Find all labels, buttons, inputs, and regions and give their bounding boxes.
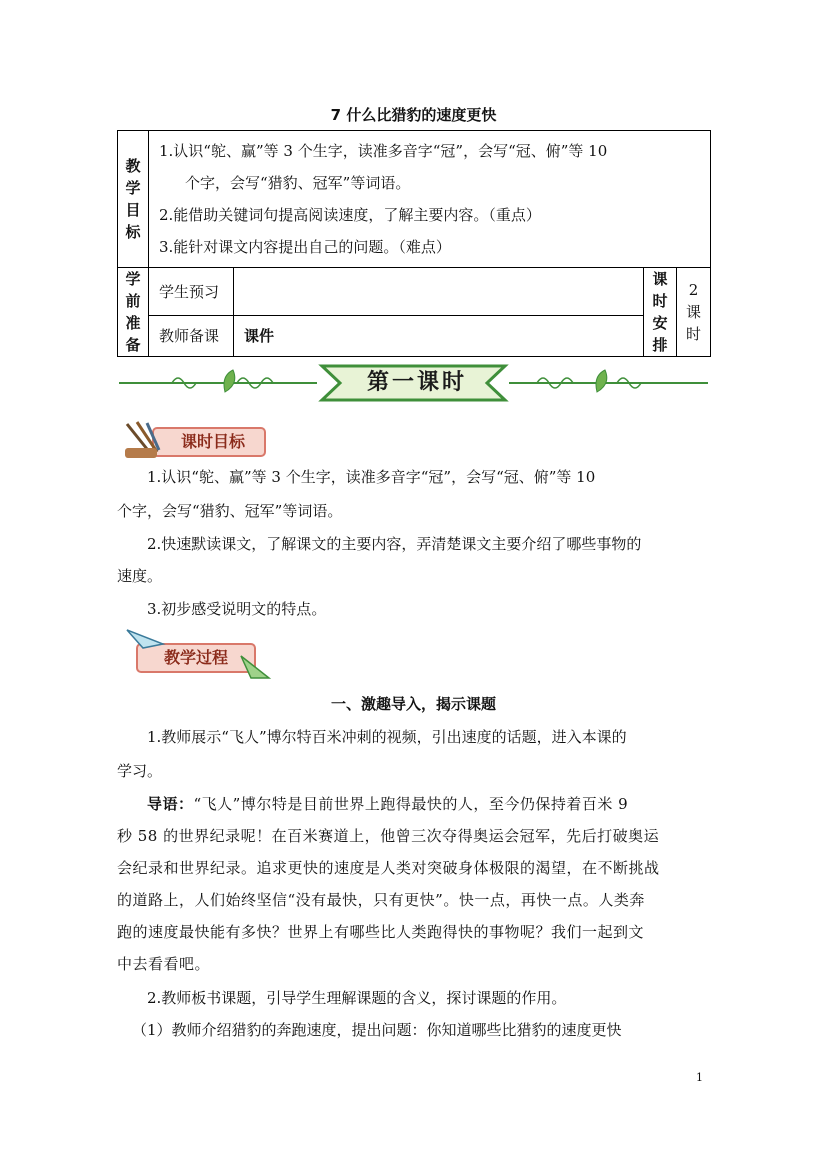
goals-header: 教 学 目 标 (118, 131, 149, 268)
lead-line-1: “飞人”博尔特是目前世界上跑得最快的人，至今仍保持着百米 9 (193, 795, 629, 813)
goals-cell (149, 131, 711, 268)
lesson-banner (117, 362, 710, 404)
objective-1: 1.认识“鸵、赢”等 3 个生字，读准多音字“冠”，会写“冠、俯”等 10 (147, 468, 596, 486)
lead-label: 导语： (147, 795, 194, 813)
step-2-1: （1）教师介绍猎豹的奔跑速度，提出问题：你知道哪些比猎豹的速度更快 (132, 1021, 622, 1039)
page-number: 1 (696, 1071, 703, 1084)
objective-2-cont: 速度。 (117, 567, 163, 585)
goal-2: 2.能借助关键词句提高阅读速度，了解主要内容。（重点） (159, 206, 541, 224)
schedule-header: 课 时 安 排 (644, 268, 677, 357)
lead-line-5: 跑的速度最快能有多快？世界上有哪些比人类跑得快的事物呢？我们一起到文 (117, 923, 645, 941)
step-2: 2.教师板书课题，引导学生理解课题的含义，探讨课题的作用。 (147, 989, 567, 1007)
lead-line-4: 的道路上，人们始终坚信“没有最快，只有更快”。快一点，再快一点。人类奔 (117, 891, 645, 909)
lesson-title: 7 什么比猎豹的速度更快 (330, 106, 497, 124)
goal-3: 3.能针对课文内容提出自己的问题。（难点） (159, 238, 451, 256)
teaching-process-label: 教学过程 (123, 626, 273, 682)
lead-paragraph (117, 787, 710, 821)
prep-header: 学 前 准 备 (118, 268, 149, 357)
goal-1: 1.认识“鸵、赢”等 3 个生字，读准多音字“冠”，会写“冠、俯”等 10 (159, 142, 608, 160)
objective-2: 2.快速默读课文，了解课文的主要内容，弄清楚课文主要介绍了哪些事物的 (147, 535, 642, 553)
banner-text: 第一课时 (366, 370, 467, 395)
lesson-goals-label: 课时目标 (123, 420, 268, 460)
student-prep-value (234, 268, 644, 316)
step-1-cont: 学习。 (117, 762, 163, 780)
lead-line-2: 秒 58 的世界纪录呢！在百米赛道上，他曾三次夺得奥运会冠军，先后打破奥运 (117, 827, 660, 845)
lesson-plan-table (117, 130, 711, 357)
step-1: 1.教师展示“飞人”博尔特百米冲刺的视频，引出速度的话题，进入本课的 (147, 728, 627, 746)
hours-cell: 2 课 时 (677, 268, 711, 357)
lead-line-3: 会纪录和世界纪录。追求更快的速度是人类对突破身体极限的渴望，在不断挑战 (117, 859, 660, 877)
objective-1-cont: 个字，会写“猎豹、冠军”等词语。 (117, 502, 343, 520)
teacher-prep-label: 教师备课 (149, 315, 234, 356)
goal-1-cont: 个字，会写“猎豹、冠军”等词语。 (185, 174, 411, 192)
student-prep-label: 学生预习 (149, 268, 234, 316)
part-1-heading: 一、激趣导入，揭示课题 (330, 695, 496, 713)
lead-line-6: 中去看看吧。 (117, 955, 211, 973)
objective-3: 3.初步感受说明文的特点。 (147, 600, 327, 618)
teacher-prep-value: 课件 (234, 315, 644, 356)
